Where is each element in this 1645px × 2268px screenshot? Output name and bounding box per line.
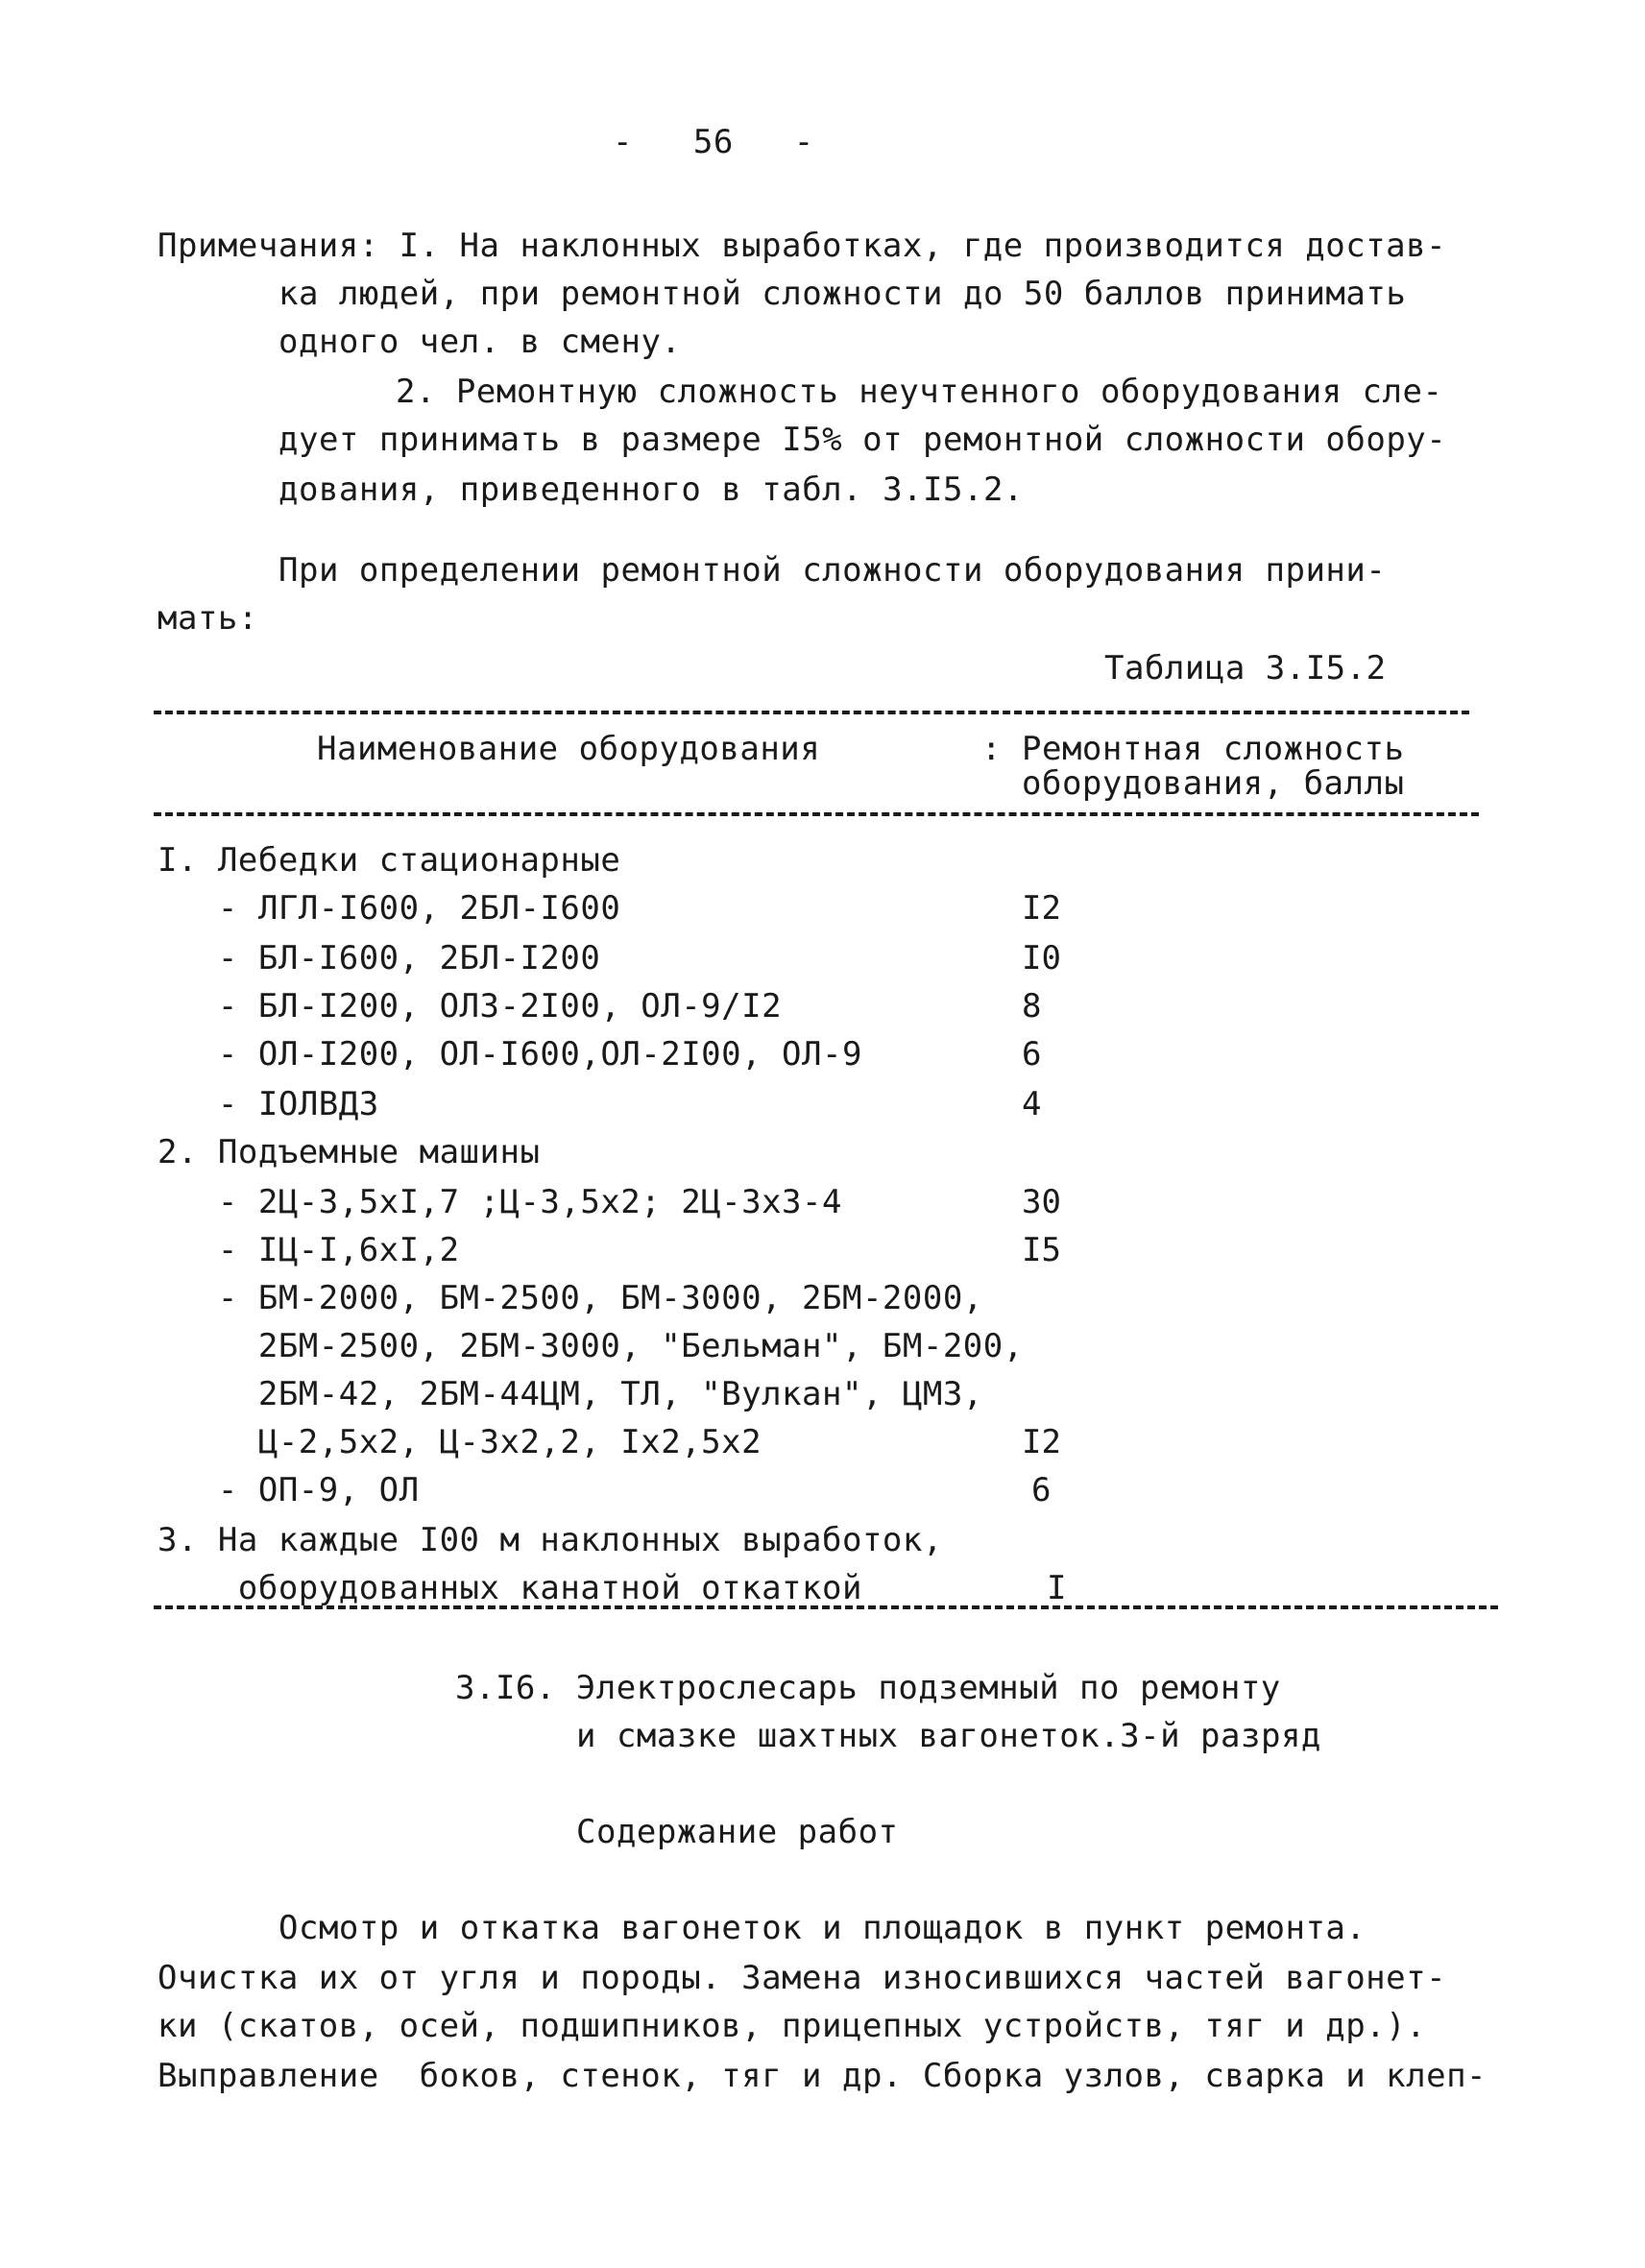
section-body-line-3: ки (скатов, осей, подшипников, прицепных устройств, тяг и др.).: [157, 2007, 1427, 2045]
intro-line-1: При определении ремонтной сложности оборудования прини-: [278, 551, 1387, 590]
table-header-value-line-2: оборудования, баллы: [1022, 764, 1405, 803]
table-row-value: I2: [1022, 1423, 1061, 1461]
table-row-name: - IОЛВДЗ: [157, 1085, 379, 1123]
table-row-value: I0: [1022, 939, 1061, 977]
notes-line-4: 2. Ремонтную сложность неучтенного оборудования сле-: [396, 373, 1443, 411]
notes-line-2: ка людей, при ремонтной сложности до 50 баллов принимать: [278, 275, 1407, 313]
table-header-value-line-1: Ремонтная сложность: [1022, 730, 1405, 768]
section-body-line-2: Очистка их от угля и породы. Замена износившихся частей вагонет-: [157, 1959, 1447, 1997]
table-row-name: - ЛГЛ-I600, 2БЛ-I600: [157, 889, 621, 928]
table-row-value: I5: [1022, 1231, 1061, 1269]
page-number: - 56 -: [613, 123, 814, 161]
table-header-rule: [154, 812, 1479, 816]
table-row-name: I. Лебедки стационарные: [157, 841, 621, 880]
table-row-name: - IЦ-I,6хI,2: [157, 1231, 460, 1269]
section-body-line-4: Выправление боков, стенок, тяг и др. Сборка узлов, сварка и клеп-: [157, 2057, 1488, 2095]
table-row-name: - БЛ-I200, ОЛЗ-2I00, ОЛ-9/I2: [157, 987, 783, 1025]
table-row-name: оборудованных канатной откаткой: [157, 1569, 862, 1607]
table-row-name: - ОЛ-I200, ОЛ-I600,ОЛ-2I00, ОЛ-9: [157, 1035, 862, 1074]
table-header-name: Наименование оборудования: [317, 730, 821, 768]
section-title-line-2: и смазке шахтных вагонеток.3-й разряд: [576, 1717, 1321, 1755]
section-body-line-1: Осмотр и откатка вагонеток и площадок в пункт ремонта.: [278, 1909, 1367, 1947]
table-row-name: 2. Подъемные машины: [157, 1133, 541, 1171]
table-row-name: - БЛ-I600, 2БЛ-I200: [157, 939, 601, 977]
section-subtitle: Содержание работ: [576, 1813, 899, 1851]
table-row-value: I: [1047, 1569, 1067, 1607]
table-row-name: 2БМ-42, 2БМ-44ЦМ, ТЛ, "Вулкан", ЦМЗ,: [157, 1375, 983, 1413]
notes-line-6: дования, приведенного в табл. 3.I5.2.: [278, 470, 1024, 509]
table-header-separator: :: [981, 730, 1002, 768]
table-row-value: 30: [1022, 1183, 1061, 1221]
table-caption: Таблица 3.I5.2: [1104, 649, 1387, 688]
table-row-name: 3. На каждые I00 м наклонных выработок,: [157, 1521, 943, 1559]
notes-line-5: дует принимать в размере I5% от ремонтной сложности обору-: [278, 421, 1447, 459]
intro-line-2: мать:: [157, 599, 258, 638]
section-title-line-1: 3.I6. Электрослесарь подземный по ремонту: [455, 1669, 1281, 1707]
notes-line-1: Примечания: I. На наклонных выработках, где производится достав-: [157, 227, 1447, 265]
table-row-value: I2: [1022, 889, 1061, 928]
table-row-value: 6: [1022, 1035, 1042, 1074]
table-row-value: 4: [1022, 1085, 1042, 1123]
table-row-name: 2БМ-2500, 2БМ-3000, "Бельман", БМ-200,: [157, 1327, 1024, 1365]
table-row-value: 8: [1022, 987, 1042, 1025]
table-row-value: 6: [1031, 1471, 1052, 1509]
table-row-name: - 2Ц-3,5хI,7 ;Ц-3,5х2; 2Ц-3х3-4: [157, 1183, 842, 1221]
table-row-name: - БМ-2000, БМ-2500, БМ-3000, 2БМ-2000,: [157, 1279, 983, 1317]
table-bottom-rule: [154, 1605, 1498, 1609]
table-row-name: Ц-2,5х2, Ц-3х2,2, Iх2,5х2: [157, 1423, 762, 1461]
notes-line-3: одного чел. в смену.: [278, 323, 682, 361]
table-row-name: - ОП-9, ОЛ: [157, 1471, 420, 1509]
table-top-rule: [154, 711, 1469, 714]
